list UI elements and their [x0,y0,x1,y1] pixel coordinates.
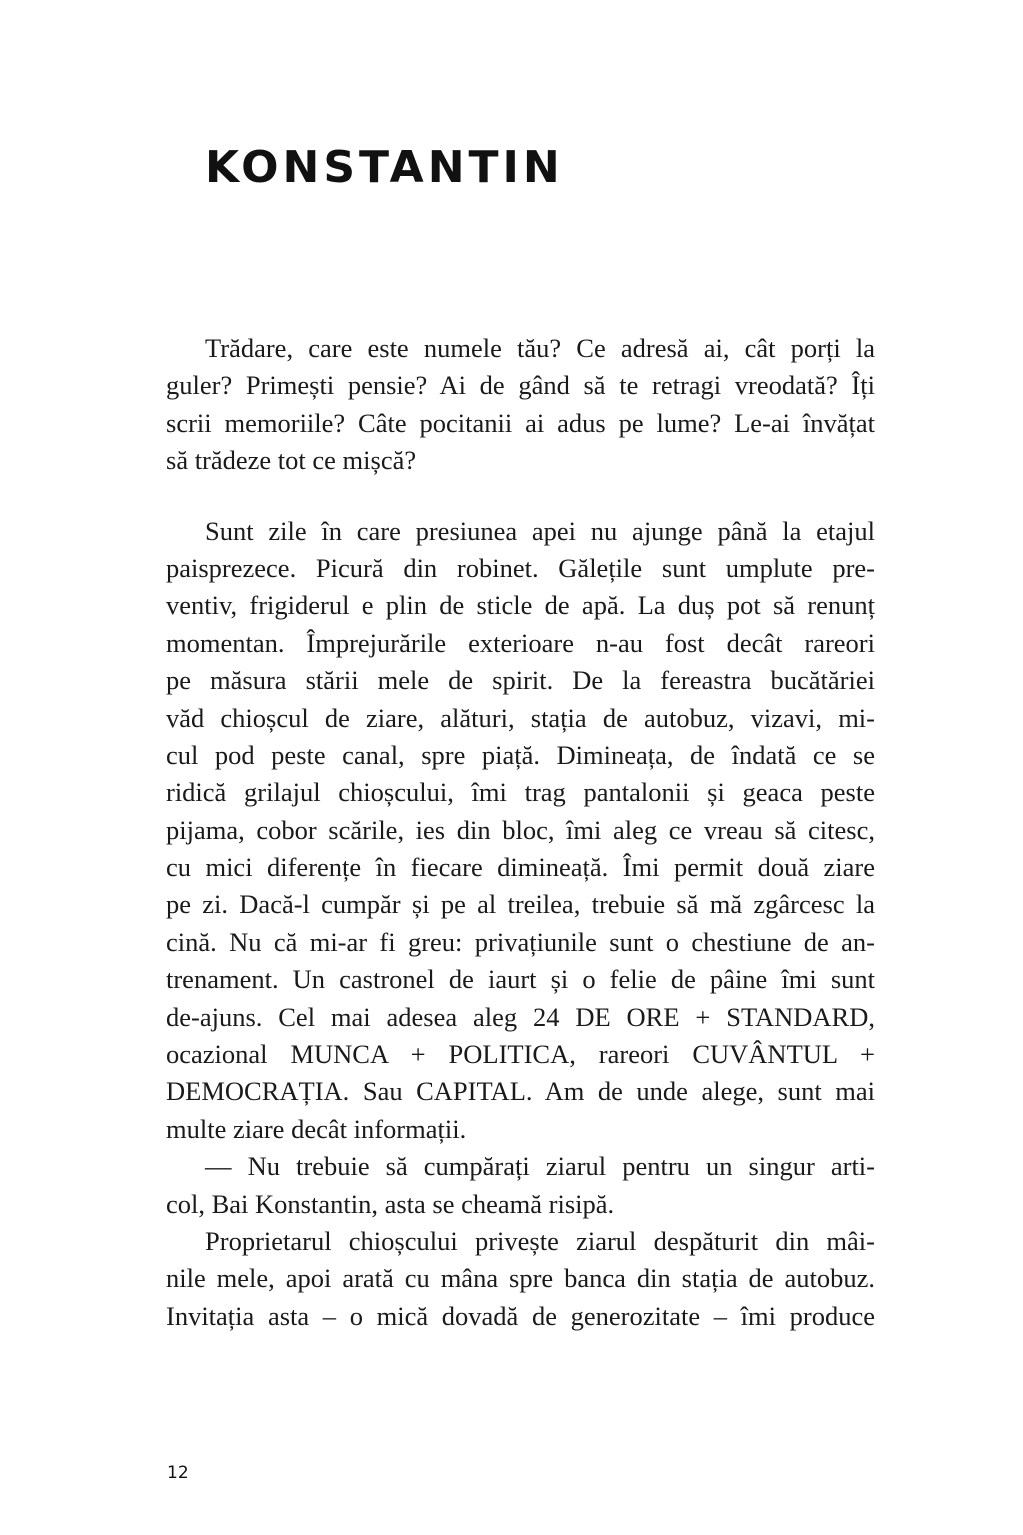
text-line: Invitația asta – o mică dovadă de generozitate – îmi produce [166,1300,875,1331]
text-line: multe ziare decât informații. [166,1113,467,1144]
text-line: ridică grilajul chioșcului, îmi trag pantalonii și geaca peste [166,777,875,808]
text-line: pe măsura stării mele de spirit. De la fereastra bucătăriei [166,665,875,696]
text-line: cu mici diferențe în fiecare dimineață. Îmi permit două ziare [166,852,875,883]
text-line: col, Bai Konstantin, asta se cheamă risipă. [166,1188,615,1219]
text-line: momentan. Împrejurările exterioare n-au fost decât rareori [166,627,875,658]
text-line: scrii memoriile? Câte pocitanii ai adus pe lume? Le-ai învățat [166,407,875,438]
page-number: 12 [167,1463,189,1483]
text-line: de-ajuns. Cel mai adesea aleg 24 DE ORE + STANDARD, [166,1001,875,1032]
chapter-title: KONSTANTIN [205,142,564,193]
text-line: Trădare, care este numele tău? Ce adresă ai, cât porți la [205,333,875,363]
text-line: nile mele, apoi arată cu mâna spre banca din stația de autobuz. [166,1263,875,1294]
text-line: să trădeze tot ce mișcă? [166,445,417,476]
body-text [166,330,875,1335]
text-line: guler? Primești pensie? Ai de gând să te retragi vreodată? Îți [166,370,875,401]
text-line: Sunt zile în care presiunea apei nu ajunge până la etajul [205,515,875,546]
paragraph-gap [166,480,875,513]
text-line: Proprietarul chioșcului privește ziarul despăturit din mâi- [205,1225,875,1256]
text-line: DEMOCRAȚIA. Sau CAPITAL. Am de unde alege, sunt mai [166,1076,875,1107]
text-line: ocazional MUNCA + POLITICA, rareori CUVÂNTUL + [166,1039,875,1070]
text-line: văd chioșcul de ziare, alături, stația de autobuz, vizavi, mi- [166,702,875,733]
text-line: — Nu trebuie să cumpărați ziarul pentru un singur arti- [205,1151,875,1182]
text-line: paisprezece. Picură din robinet. Gălețile sunt umplute pre- [166,552,875,583]
text-line: cină. Nu că mi-ar fi greu: privațiunile sunt o chestiune de an- [166,926,875,957]
text-line: trenament. Un castronel de iaurt și o felie de pâine îmi sunt [166,964,875,995]
text-line: cul pod peste canal, spre piață. Dimineața, de îndată ce se [166,739,875,770]
text-line: pe zi. Dacă-l cumpăr și pe al treilea, trebuie să mă zgârcesc la [166,889,875,920]
text-line: pijama, cobor scările, ies din bloc, îmi aleg ce vreau să citesc, [166,814,875,845]
text-line: ventiv, frigiderul e plin de sticle de apă. La duș pot să renunț [166,590,875,621]
